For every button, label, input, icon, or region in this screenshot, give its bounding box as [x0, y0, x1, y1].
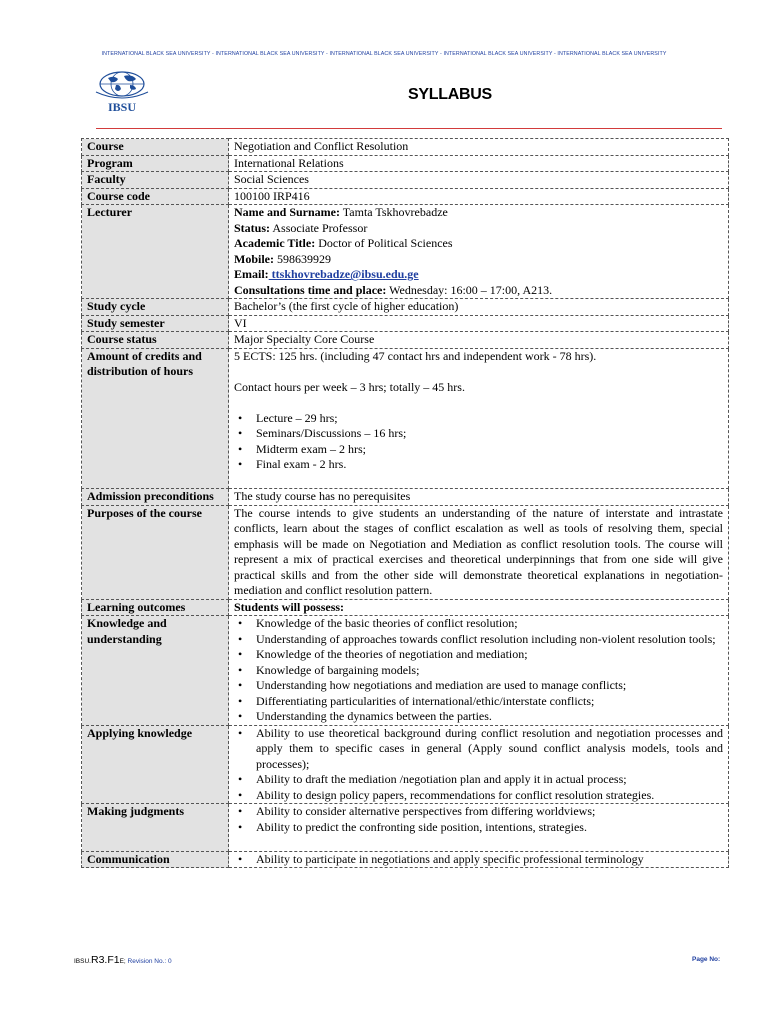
row-label: Making judgments	[82, 804, 229, 852]
list-item: • Ability to design policy papers, recommendations for conflict resolution strategies.	[256, 788, 723, 804]
row-label: Study cycle	[82, 299, 229, 316]
consultations-label: Consultations time and place:	[234, 282, 387, 297]
header-divider	[96, 128, 722, 129]
footer-code: R3.F1	[90, 954, 120, 966]
row-label: Communication	[82, 851, 229, 868]
status-label: Status:	[234, 220, 271, 235]
table-row	[82, 599, 729, 616]
row-value: International Relations	[229, 155, 729, 172]
table-row	[82, 332, 729, 349]
row-label: Program	[82, 155, 229, 172]
row-value: Students will possess:	[229, 599, 729, 616]
list-item: • Ability to participate in negotiations and apply specific professional terminology	[256, 852, 723, 868]
row-label: Learning outcomes	[82, 599, 229, 616]
lecturer-mobile: 598639929	[274, 251, 331, 266]
table-row	[82, 155, 729, 172]
applying-list	[234, 726, 723, 804]
lecturer-name: Tamta Tskhovrebadze	[340, 205, 448, 219]
name-label: Name and Surname:	[234, 205, 341, 219]
table-row	[82, 188, 729, 205]
list-item: • Ability to consider alternative perspectives from differing worldviews;	[256, 804, 723, 820]
row-value: Major Specialty Core Course	[229, 332, 729, 349]
knowledge-list-cell	[229, 616, 729, 726]
lecturer-status: Associate Professor	[270, 220, 368, 235]
row-label: Purposes of the course	[82, 505, 229, 599]
ibsu-logo	[92, 70, 152, 122]
row-value: VI	[229, 315, 729, 332]
table-row	[82, 804, 729, 852]
syllabus-table	[81, 138, 729, 868]
table-row	[82, 205, 729, 299]
email-link[interactable]: ttskhovrebadze@ibsu.edu.ge	[268, 267, 419, 281]
communication-list-cell	[229, 851, 729, 868]
row-label: Applying knowledge	[82, 725, 229, 804]
table-row	[82, 489, 729, 506]
list-item: • Ability to predict the confronting side position, intentions, strategies.	[256, 820, 723, 836]
row-value: Social Sciences	[229, 172, 729, 189]
row-value: Bachelor’s (the first cycle of higher education)	[229, 299, 729, 316]
row-label: Admission preconditions	[82, 489, 229, 506]
row-label: Study semester	[82, 315, 229, 332]
list-item: • Lecture – 29 hrs;	[256, 411, 723, 427]
lecturer-title: Doctor of Political Sciences	[315, 236, 453, 250]
page-title: SYLLABUS	[408, 86, 492, 103]
list-item: • Knowledge of the basic theories of conflict resolution;	[256, 616, 723, 632]
table-row	[82, 505, 729, 599]
table-row	[82, 616, 729, 726]
list-item: • Seminars/Discussions – 16 hrs;	[256, 426, 723, 442]
footer-form-code	[74, 954, 172, 966]
list-item: • Differentiating particularities of international/ethic/interstate conflicts;	[256, 694, 723, 710]
row-value: The study course has no perequisites	[229, 489, 729, 506]
table-row	[82, 725, 729, 804]
row-label: Faculty	[82, 172, 229, 189]
table-row	[82, 299, 729, 316]
credits-details	[229, 348, 729, 489]
judgments-list	[234, 804, 723, 835]
university-header-line: INTERNATIONAL BLACK SEA UNIVERSITY - INTERNATIONAL BLACK SEA UNIVERSITY - INTERNATIONAL BLACK SEA UNIVERSITY - INTERNATIONAL BLACK SEA UNIVERSITY - INTERNATIONAL BLACK SEA UNIVERSITY	[101, 51, 667, 57]
row-label: Knowledge and understanding	[82, 616, 229, 726]
list-item: • Knowledge of the theories of negotiation and mediation;	[256, 647, 723, 663]
list-item: • Understanding of approaches towards conflict resolution including non-violent resolution tools;	[256, 632, 723, 648]
list-item: • Knowledge of bargaining models;	[256, 663, 723, 679]
row-label: Course	[82, 139, 229, 156]
row-label: Course code	[82, 188, 229, 205]
footer-prefix: IBSU.	[74, 958, 91, 965]
row-value: The course intends to give students an understanding of the nature of interstate and intrastate conflicts, learn about the stages of conflict escalation as well as tools of resolving them, special emphasis will be made on Negotiation and Mediation as conflict resolution tools. The course will represent a mix of practical exercises and theoretical underpinnings that from one side will give practical skills and from the other side will demonstrate theoretical explanations in negotiation-mediation and conflict resolution pattern.	[229, 505, 729, 599]
lecturer-details	[229, 205, 729, 299]
logo-text: IBSU	[107, 100, 136, 114]
list-item: • Midterm exam – 2 hrs;	[256, 442, 723, 458]
row-label: Lecturer	[82, 205, 229, 299]
footer-suffix: E;	[119, 958, 126, 965]
table-row	[82, 315, 729, 332]
row-value: Negotiation and Conflict Resolution	[229, 139, 729, 156]
mobile-label: Mobile:	[234, 251, 274, 266]
table-row	[82, 139, 729, 156]
credits-summary: 5 ECTS: 125 hrs. (including 47 contact hrs and independent work - 78 hrs).	[234, 348, 597, 363]
communication-list	[234, 852, 723, 868]
applying-list-cell	[229, 725, 729, 804]
table-row	[82, 172, 729, 189]
knowledge-list	[234, 616, 723, 725]
footer-page-number: Page No:	[692, 956, 721, 963]
globe-icon	[92, 70, 152, 102]
row-label: Course status	[82, 332, 229, 349]
list-item: • Understanding how negotiations and mediation are used to manage conflicts;	[256, 678, 723, 694]
table-row	[82, 348, 729, 489]
contact-hours: Contact hours per week – 3 hrs; totally – 45 hrs.	[234, 379, 465, 394]
row-value: 100100 IRP416	[229, 188, 729, 205]
list-item: • Ability to draft the mediation /negotiation plan and apply it in actual process;	[256, 772, 723, 788]
list-item: • Ability to use theoretical background during conflict resolution and negotiation processes and apply them to specific cases in general (Apply sound conflict analysis models, tools and processes);	[256, 726, 723, 773]
email-label: Email:	[234, 267, 269, 281]
hours-list	[234, 411, 723, 473]
consultations-value: Wednesday: 16:00 – 17:00, A213.	[386, 282, 553, 297]
row-label: Amount of credits and distribution of hours	[82, 348, 229, 489]
academic-title-label: Academic Title:	[234, 236, 316, 250]
footer-revision: Revision No.: 0	[125, 958, 172, 965]
list-item: • Final exam - 2 hrs.	[256, 457, 723, 473]
list-item: • Understanding the dynamics between the parties.	[256, 709, 723, 725]
judgments-list-cell	[229, 804, 729, 852]
table-row	[82, 851, 729, 868]
